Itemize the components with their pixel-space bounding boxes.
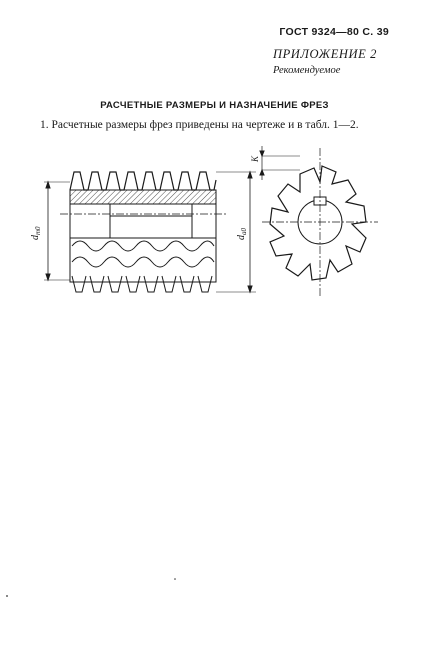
section-heading: РАСЧЕТНЫЕ РАЗМЕРЫ И НАЗНАЧЕНИЕ ФРЕЗ (100, 100, 329, 111)
appendix-title: ПРИЛОЖЕНИЕ 2 (272, 47, 377, 61)
scan-speck (6, 595, 8, 597)
page-header: ГОСТ 9324—80 С. 39 (279, 26, 389, 38)
hob-side-view (44, 172, 256, 292)
lower-teeth-row-2 (72, 257, 214, 267)
label-pitch-diameter: $d_{m0}$ (30, 226, 42, 240)
upper-teeth (70, 172, 216, 190)
hob-end-view (260, 146, 378, 298)
label-relief: K (250, 155, 260, 162)
label-tip-diameter: $d_{a0}$ (236, 228, 248, 240)
hatched-section (70, 190, 216, 204)
bore (110, 204, 192, 238)
appendix-status: Рекомендуемое (272, 65, 341, 76)
end-view-teeth (270, 166, 366, 280)
paragraph-1: 1. Расчетные размеры фрез приведены на чертеже и в табл. 1—2. (40, 119, 359, 131)
lower-teeth-row-3 (72, 276, 212, 292)
lower-teeth-row-1 (72, 241, 214, 251)
scan-speck (174, 578, 176, 580)
